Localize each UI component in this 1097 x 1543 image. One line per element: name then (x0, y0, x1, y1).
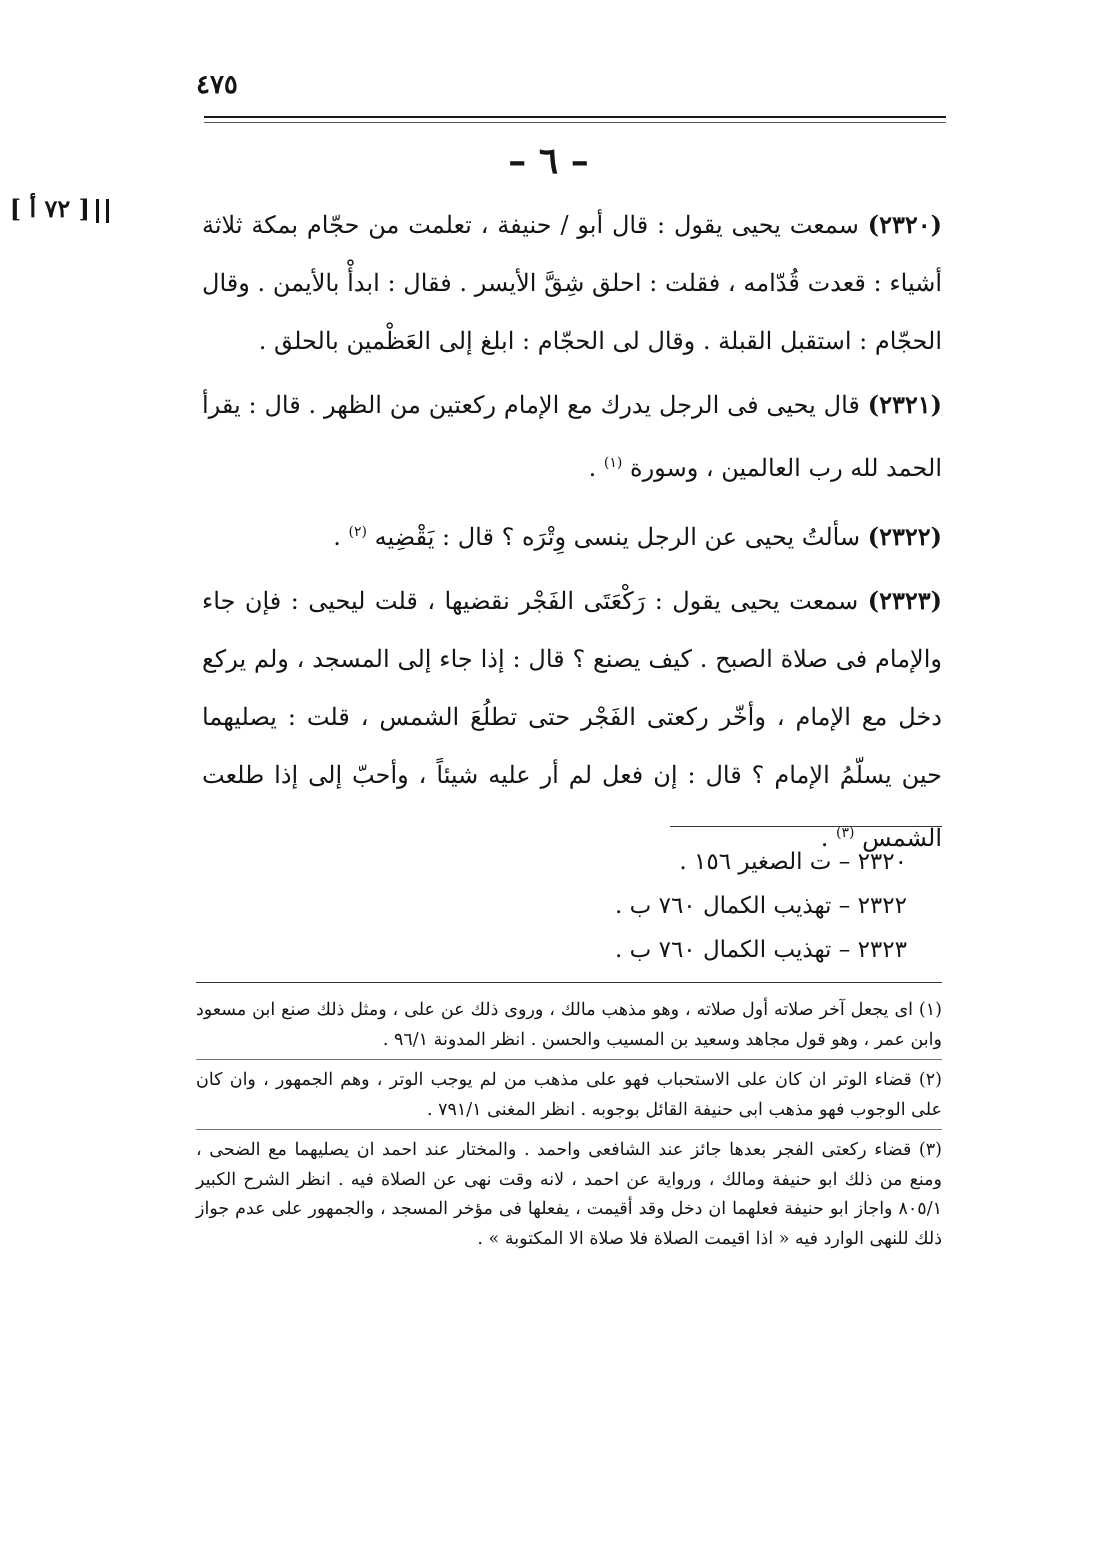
hadith-number: (٢٣٢١) (867, 390, 942, 419)
folio-marker-text: [ ٧٢ أ ] (9, 194, 90, 223)
hadith-number: (٢٣٢٠) (867, 210, 942, 239)
sources-divider (670, 826, 942, 827)
source-line: ٢٣٢٢ – تهذيب الكمال ٧٦٠ ب . (615, 893, 907, 919)
footnote: (٢) قضاء الوتر ان كان على الاستحباب فهو على مذهب من لم يوجب الوتر ، وهم الجمهور ، وان كان على الوجوب فهو مذهب ابى حنيفة القائل بوجوبه . انظر المغنى ٧٩١/١ . (196, 1070, 942, 1120)
sources-list (487, 840, 907, 972)
page-number: ٤٧٥ (196, 70, 238, 100)
chapter-number: – ٦ – (508, 140, 589, 182)
hadith-entry: (٢٣٢٢) سألتُ يحيى عن الرجل ينسى وِتْرَه ؟ قال : يَقْضِيه $^{(٢)}$ . (333, 522, 942, 551)
footnote: (١) اى يجعل آخر صلاته أول صلاته ، وهو مذهب مالك ، وروى ذلك عن على ، ومثل ذلك صنع ابن مسعود وابن عمر ، وهو قول مجاهد وسعيد بن المسيب والحسن . انظر المدونة ٩٦/١ . (196, 1000, 942, 1050)
source-line: ٢٣٢٠ – ت الصغير ١٥٦ . (679, 849, 907, 875)
footnote-reference: (٣) (836, 825, 855, 841)
source-line: ٢٣٢٣ – تهذيب الكمال ٧٦٠ ب . (615, 937, 907, 963)
folio-marker (10, 194, 109, 223)
hadith-text: سمعت يحيى يقول : رَكْعَتَى الفَجْر نقضيها ، قلت ليحيى : فإن جاء والإمام فى صلاة الصبح . كيف يصنع ؟ قال : إذا جاء إلى المسجد ، ولم يركع دخل مع الإمام ، وأخّر ركعتى الفَجْر حتى تطلُعَ الشمس ، قلت : يصليهما حين يسلّمُ الإمام ؟ قال : إن فعل لم أر عليه شيئاً ، وأحبّ إلى إذا طلعت الشمس (202, 587, 942, 852)
footnote-separator (196, 1129, 942, 1130)
hadith-text: سمعت يحيى يقول : قال أبو / حنيفة ، تعلمت من حجّام بمكة ثلاثة أشياء : قعدت قُدّامه ، فقلت : احلق شِقَّ الأيسر . فقال : ابدأْ بالأيمن . وقال الحجّام : استقبل القبلة . وقال لى الحجّام : ابلغ إلى العَظْمين بالحلق . (202, 211, 942, 355)
hadith-entry: (٢٣٢٣) سمعت يحيى يقول : رَكْعَتَى الفَجْر نقضيها ، قلت ليحيى : فإن جاء والإمام فى صلاة الصبح . كيف يصنع ؟ قال : إذا جاء إلى المسجد ، ولم يركع دخل مع الإمام ، وأخّر ركعتى الفَجْر حتى تطلُعَ الشمس ، قلت : يصليهما حين يسلّمُ الإمام ؟ قال : إن فعل لم أر عليه شيئاً ، وأحبّ إلى إذا طلعت الشمس $^{(٣)}$ . (202, 586, 943, 852)
footnote-separator (196, 1059, 942, 1060)
footnotes-block (196, 996, 942, 1258)
footnote-reference: (٢) (348, 524, 368, 540)
folio-double-bar-icon (96, 199, 109, 223)
hadith-entry (202, 196, 942, 370)
hadith-number: (٢٣٢٣) (867, 586, 943, 615)
hadith-text: قال يحيى فى الرجل يدرك مع الإمام ركعتين من الظهر . قال : يقرأ الحمد لله رب العالمين ، وسورة (202, 391, 942, 482)
hadith-number: (٢٣٢٢) (867, 522, 942, 551)
footnote: (٣) قضاء ركعتى الفجر بعدها جائز عند الشافعى واحمد . والمختار عند احمد ان يصليهما مع الضحى ، ومنع من ذلك ابو حنيفة ومالك ، ورواية عن احمد ، لانه وقت نهى عن الصلاة فيه . انظر الشرح الكبير ٨٠٥/١ واجاز ابو حنيفة فعلهما ان دخل وقد أقيمت ، يفعلها فى مؤخر المسجد ، والجمهور على عدم جواز ذلك للنهى الوارد فيه « اذا اقيمت الصلاة فلا صلاة الا المكتوبة » . (196, 1140, 942, 1249)
hadith-text: سألتُ يحيى عن الرجل ينسى وِتْرَه ؟ قال : يَقْضِيه (374, 523, 861, 551)
footnotes-divider (196, 982, 942, 983)
header-rule (204, 116, 946, 118)
hadith-text-block (202, 196, 942, 867)
hadith-entry: (٢٣٢١) قال يحيى فى الرجل يدرك مع الإمام ركعتين من الظهر . قال : يقرأ الحمد لله رب العالمين ، وسورة $^{(١)}$ . (202, 390, 942, 482)
header-rule-thin (204, 122, 946, 123)
footnote-reference: (١) (603, 455, 623, 471)
